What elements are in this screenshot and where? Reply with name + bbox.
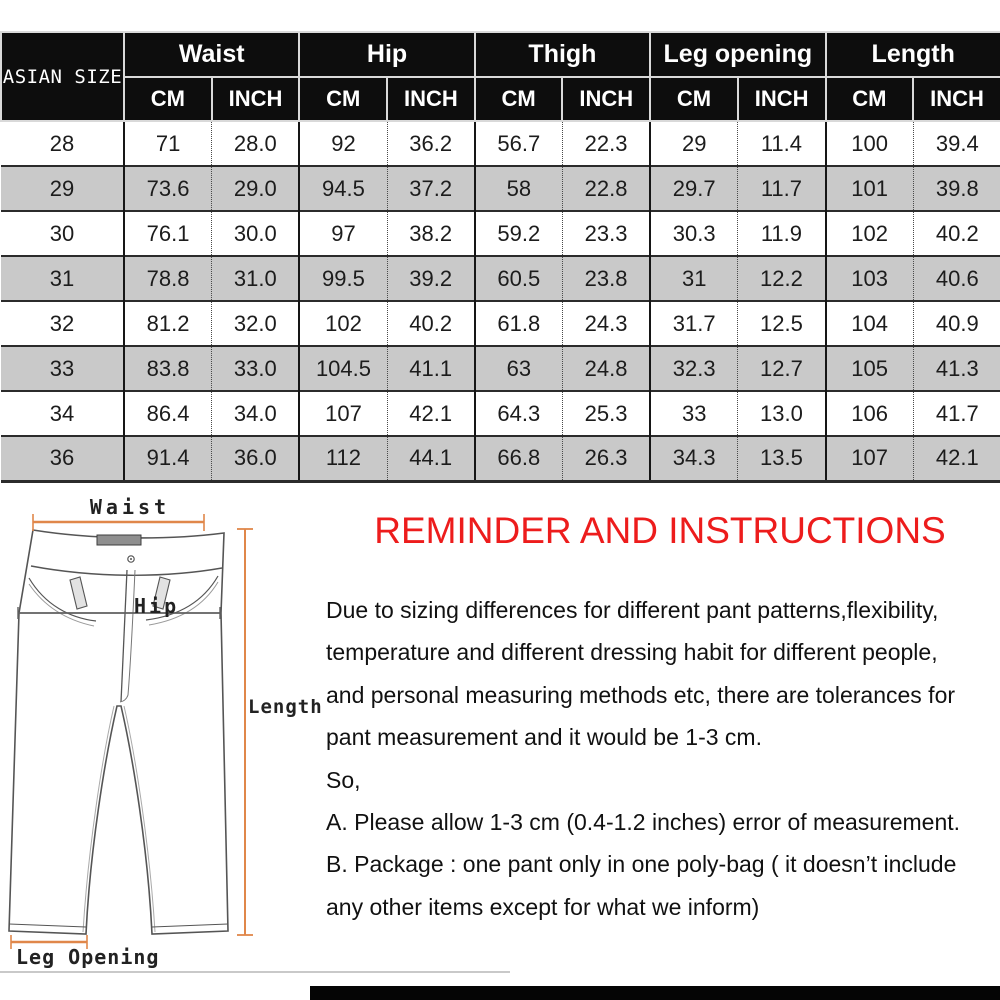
- value-cell: 32.0: [212, 301, 300, 346]
- value-cell: 94.5: [299, 166, 387, 211]
- value-cell: 12.2: [738, 256, 826, 301]
- value-cell: 64.3: [475, 391, 563, 436]
- value-cell: 104.5: [299, 346, 387, 391]
- value-cell: 107: [826, 436, 914, 481]
- value-cell: 41.3: [913, 346, 1000, 391]
- value-cell: 34.3: [650, 436, 738, 481]
- value-cell: 92: [299, 121, 387, 166]
- subheader-inch: INCH: [913, 77, 1000, 121]
- value-cell: 41.7: [913, 391, 1000, 436]
- size-table: [0, 31, 1000, 483]
- instruction-line: temperature and different dressing habit for different people,: [326, 639, 938, 666]
- size-cell: 28: [1, 121, 124, 166]
- value-cell: 71: [124, 121, 212, 166]
- table-row: [1, 301, 1000, 346]
- value-cell: 102: [299, 301, 387, 346]
- pants-measurement-diagram: [0, 490, 330, 980]
- value-cell: 44.1: [387, 436, 475, 481]
- value-cell: 31.7: [650, 301, 738, 346]
- instruction-line: So,: [326, 766, 361, 793]
- value-cell: 22.3: [562, 121, 650, 166]
- value-cell: 100: [826, 121, 914, 166]
- value-cell: 30.3: [650, 211, 738, 256]
- value-cell: 23.3: [562, 211, 650, 256]
- subheader-cm: CM: [299, 77, 387, 121]
- value-cell: 33.0: [212, 346, 300, 391]
- size-cell: 34: [1, 391, 124, 436]
- value-cell: 59.2: [475, 211, 563, 256]
- value-cell: 28.0: [212, 121, 300, 166]
- header-hip: Hip: [299, 32, 474, 77]
- length-label: Length: [248, 696, 323, 718]
- header-leg-opening: Leg opening: [650, 32, 825, 77]
- value-cell: 11.9: [738, 211, 826, 256]
- value-cell: 91.4: [124, 436, 212, 481]
- instruction-line: A. Please allow 1-3 cm (0.4-1.2 inches) error of measurement.: [326, 809, 961, 836]
- value-cell: 56.7: [475, 121, 563, 166]
- value-cell: 106: [826, 391, 914, 436]
- value-cell: 13.0: [738, 391, 826, 436]
- value-cell: 78.8: [124, 256, 212, 301]
- value-cell: 83.8: [124, 346, 212, 391]
- value-cell: 73.6: [124, 166, 212, 211]
- value-cell: 29: [650, 121, 738, 166]
- table-row: [1, 121, 1000, 166]
- table-row: [1, 346, 1000, 391]
- value-cell: 61.8: [475, 301, 563, 346]
- instruction-line: Due to sizing differences for different pant patterns,flexibility,: [326, 597, 939, 623]
- subheader-cm: CM: [650, 77, 738, 121]
- instructions-text: [326, 589, 996, 928]
- value-cell: 33: [650, 391, 738, 436]
- header-thigh: Thigh: [475, 32, 650, 77]
- size-cell: 31: [1, 256, 124, 301]
- value-cell: 30.0: [212, 211, 300, 256]
- value-cell: 105: [826, 346, 914, 391]
- value-cell: 39.2: [387, 256, 475, 301]
- size-cell: 29: [1, 166, 124, 211]
- value-cell: 66.8: [475, 436, 563, 481]
- value-cell: 37.2: [387, 166, 475, 211]
- value-cell: 25.3: [562, 391, 650, 436]
- value-cell: 13.5: [738, 436, 826, 481]
- waistband-patch: [97, 535, 141, 545]
- size-cell: 33: [1, 346, 124, 391]
- value-cell: 11.4: [738, 121, 826, 166]
- subheader-cm: CM: [826, 77, 914, 121]
- instruction-line: B. Package : one pant only in one poly-bag ( it doesn’t include: [326, 851, 957, 878]
- value-cell: 12.7: [738, 346, 826, 391]
- length-measure-line: [237, 529, 253, 935]
- corner-header-asian-size: ASIAN SIZE: [1, 32, 124, 121]
- instruction-line: pant measurement and it would be 1-3 cm.: [326, 724, 762, 751]
- value-cell: 24.8: [562, 346, 650, 391]
- value-cell: 36.0: [212, 436, 300, 481]
- table-row: [1, 166, 1000, 211]
- table-row: [1, 391, 1000, 436]
- value-cell: 40.9: [913, 301, 1000, 346]
- value-cell: 101: [826, 166, 914, 211]
- value-cell: 58: [475, 166, 563, 211]
- subheader-inch: INCH: [738, 77, 826, 121]
- value-cell: 42.1: [913, 436, 1000, 481]
- header-waist: Waist: [124, 32, 299, 77]
- value-cell: 81.2: [124, 301, 212, 346]
- value-cell: 36.2: [387, 121, 475, 166]
- subheader-inch: INCH: [562, 77, 650, 121]
- table-row: [1, 211, 1000, 256]
- subheader-cm: CM: [124, 77, 212, 121]
- value-cell: 11.7: [738, 166, 826, 211]
- value-cell: 97: [299, 211, 387, 256]
- hip-label: Hip: [134, 594, 180, 618]
- value-cell: 41.1: [387, 346, 475, 391]
- value-cell: 40.2: [913, 211, 1000, 256]
- button-dot: [130, 558, 132, 560]
- instruction-line: and personal measuring methods etc, there are tolerances for: [326, 681, 956, 708]
- subheader-inch: INCH: [212, 77, 300, 121]
- value-cell: 31.0: [212, 256, 300, 301]
- size-cell: 30: [1, 211, 124, 256]
- value-cell: 107: [299, 391, 387, 436]
- value-cell: 102: [826, 211, 914, 256]
- table-row: [1, 256, 1000, 301]
- leg-opening-label: Leg Opening: [16, 945, 160, 969]
- value-cell: 23.8: [562, 256, 650, 301]
- value-cell: 38.2: [387, 211, 475, 256]
- value-cell: 29.7: [650, 166, 738, 211]
- value-cell: 112: [299, 436, 387, 481]
- value-cell: 76.1: [124, 211, 212, 256]
- value-cell: 40.6: [913, 256, 1000, 301]
- value-cell: 103: [826, 256, 914, 301]
- value-cell: 26.3: [562, 436, 650, 481]
- bottom-black-bar: [310, 986, 1000, 1000]
- instruction-line: any other items except for what we inform): [326, 893, 760, 920]
- value-cell: 40.2: [387, 301, 475, 346]
- value-cell: 99.5: [299, 256, 387, 301]
- value-cell: 63: [475, 346, 563, 391]
- value-cell: 104: [826, 301, 914, 346]
- value-cell: 60.5: [475, 256, 563, 301]
- pants-outline: [9, 530, 228, 934]
- value-cell: 22.8: [562, 166, 650, 211]
- reminder-title: REMINDER AND INSTRUCTIONS: [374, 510, 946, 551]
- bottom-divider-line: [0, 971, 510, 973]
- size-table-header: [1, 32, 1000, 121]
- value-cell: 39.8: [913, 166, 1000, 211]
- value-cell: 34.0: [212, 391, 300, 436]
- header-length: Length: [826, 32, 1000, 77]
- value-cell: 32.3: [650, 346, 738, 391]
- subheader-cm: CM: [475, 77, 563, 121]
- value-cell: 31: [650, 256, 738, 301]
- subheader-inch: INCH: [387, 77, 475, 121]
- size-cell: 36: [1, 436, 124, 481]
- value-cell: 39.4: [913, 121, 1000, 166]
- value-cell: 12.5: [738, 301, 826, 346]
- waist-label: Waist: [89, 495, 171, 519]
- value-cell: 29.0: [212, 166, 300, 211]
- size-cell: 32: [1, 301, 124, 346]
- size-table-body: [1, 121, 1000, 481]
- value-cell: 42.1: [387, 391, 475, 436]
- value-cell: 86.4: [124, 391, 212, 436]
- value-cell: 24.3: [562, 301, 650, 346]
- table-row: [1, 436, 1000, 481]
